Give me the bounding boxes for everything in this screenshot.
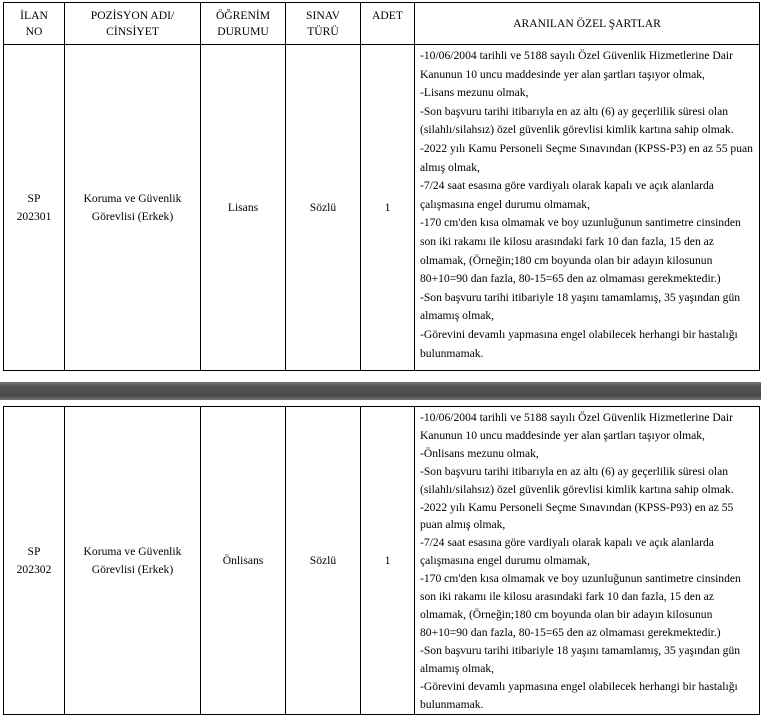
page-separator	[0, 382, 761, 400]
sart-line: -Son başvuru tarihi itibarıyla en az altı (6) ay geçerlilik süresi olan	[420, 104, 729, 118]
header-pozisyon	[65, 3, 201, 45]
cell-pozisyon	[65, 45, 201, 371]
sart-line: bulunmamak.	[420, 346, 484, 360]
table-page-2	[3, 406, 759, 715]
ilan-no-prefix: SP	[27, 544, 41, 558]
header-ogrenim	[201, 3, 286, 45]
sart-line: bulunmamak.	[420, 697, 484, 711]
cell-sinav: Sözlü	[286, 407, 361, 715]
table-row-sp202302	[4, 407, 760, 715]
sart-line: almış olmak,	[420, 160, 480, 174]
header-ilan-no-line1: İLAN	[20, 8, 48, 22]
header-sartlar	[415, 3, 760, 45]
cell-sartlar	[415, 407, 760, 715]
sart-line: -Önlisans mezunu olmak,	[420, 446, 539, 460]
header-adet-text: ADET	[372, 9, 403, 22]
sart-line: -7/24 saat esasına göre vardiyalı olarak kapalı ve açık alanlarda	[420, 179, 714, 193]
cell-adet: 1	[361, 407, 415, 715]
sart-line: -Görevini devamlı yapmasına engel olabilecek herhangi bir hastalığı	[420, 679, 738, 693]
ilan-no-number: 202301	[16, 209, 52, 223]
sart-line: Kanunun 10 uncu maddesinde yer alan şartları taşıyor olmak,	[420, 67, 705, 81]
sart-line: -Son başvuru tarihi itibarıyla en az altı (6) ay geçerlilik süresi olan	[420, 464, 729, 478]
sart-line: almamış olmak,	[420, 661, 495, 675]
header-ogrenim-line1: ÖĞRENİM	[215, 8, 271, 22]
table-page-1	[3, 2, 759, 371]
sart-line: -10/06/2004 tarihli ve 5188 sayılı Özel Güvenlik Hizmetlerine Dair	[420, 49, 733, 62]
pozisyon-line1: Koruma ve Güvenlik	[83, 191, 182, 205]
sart-line: -Görevini devamlı yapmasına engel olabilecek herhangi bir hastalığı	[420, 327, 738, 341]
header-pozisyon-line2: CİNSİYET	[106, 24, 159, 38]
sart-line: -2022 yılı Kamu Personeli Seçme Sınavından (KPSS-P3) en az 55 puan	[420, 141, 753, 155]
cell-ogrenim: Önlisans	[201, 407, 286, 715]
header-row	[4, 3, 760, 45]
sart-line: 80+10=90 dan fazla, 80-15=65 den az olmaması gerekmektedir.)	[420, 272, 721, 286]
pozisyon-line2: Görevlisi (Erkek)	[91, 209, 174, 223]
ilan-no-number: 202302	[16, 562, 52, 576]
sart-line: olmamak, (Örneğin;180 cm boyunda olan bir adayın kilosunun	[420, 253, 713, 267]
positions-table-2	[3, 406, 760, 715]
sart-line: -7/24 saat esasına göre vardiyalı olarak kapalı ve açık alanlarda	[420, 536, 714, 550]
table-row-sp202301	[4, 45, 760, 371]
cell-sartlar	[415, 45, 760, 371]
header-ilan-no	[4, 3, 65, 45]
cell-adet: 1	[361, 45, 415, 371]
cell-sinav: Sözlü	[286, 45, 361, 371]
sart-line: çalışmasına engel durumu olmamak,	[420, 554, 590, 568]
cell-ilan-no	[4, 45, 65, 371]
sart-line: -2022 yılı Kamu Personeli Seçme Sınavından (KPSS-P93) en az 55	[420, 500, 734, 514]
sart-line: son iki rakamı ile kilosu arasındaki fark 10 dan fazla, 15 den az	[420, 234, 714, 248]
sart-line: puan almış olmak,	[420, 518, 506, 532]
header-ilan-no-line2: NO	[25, 24, 43, 38]
pozisyon-line2: Görevlisi (Erkek)	[91, 562, 174, 576]
header-sinav	[286, 3, 361, 45]
sart-line: olmamak, (Örneğin;180 cm boyunda olan bir adayın kilosunun	[420, 607, 713, 621]
sart-line: Kanunun 10 uncu maddesinde yer alan şartları taşıyor olmak,	[420, 428, 705, 442]
sart-line: -170 cm'den kısa olmamak ve boy uzunluğunun santimetre cinsinden	[420, 216, 741, 230]
sart-line: -Lisans mezunu olmak,	[420, 86, 529, 100]
ilan-no-prefix: SP	[27, 191, 41, 205]
header-adet	[361, 3, 415, 45]
pozisyon-line1: Koruma ve Güvenlik	[83, 544, 182, 558]
cell-ilan-no	[4, 407, 65, 715]
sart-line: -Son başvuru tarihi itibariyle 18 yaşını tamamlamış, 35 yaşından gün	[420, 643, 741, 657]
sart-line: -Son başvuru tarihi itibariyle 18 yaşını tamamlamış, 35 yaşından gün	[420, 290, 741, 304]
header-sinav-line2: TÜRÜ	[307, 24, 339, 38]
header-ogrenim-line2: DURUMU	[217, 24, 269, 38]
cell-pozisyon	[65, 407, 201, 715]
sart-line: son iki rakamı ile kilosu arasındaki fark 10 dan fazla, 15 den az	[420, 590, 714, 604]
sart-line: 80+10=90 dan fazla, 80-15=65 den az olmaması gerekmektedir.)	[420, 625, 721, 639]
sart-line: almamış olmak,	[420, 309, 495, 323]
sart-line: -10/06/2004 tarihli ve 5188 sayılı Özel Güvenlik Hizmetlerine Dair	[420, 411, 733, 424]
header-pozisyon-line1: POZİSYON ADI/	[90, 8, 175, 22]
sart-line: -170 cm'den kısa olmamak ve boy uzunluğunun santimetre cinsinden	[420, 572, 741, 586]
positions-table-1	[3, 2, 760, 371]
header-sartlar-text: ARANILAN ÖZEL ŞARTLAR	[513, 16, 661, 30]
cell-ogrenim: Lisans	[201, 45, 286, 371]
sart-line: (silahlı/silahsız) özel güvenlik görevlisi kimlik kartına sahip olmak.	[420, 123, 734, 137]
header-sinav-line1: SINAV	[306, 8, 340, 22]
sart-line: çalışmasına engel durumu olmamak,	[420, 197, 590, 211]
sart-line: (silahlı/silahsız) özel güvenlik görevlisi kimlik kartına sahip olmak.	[420, 482, 734, 496]
